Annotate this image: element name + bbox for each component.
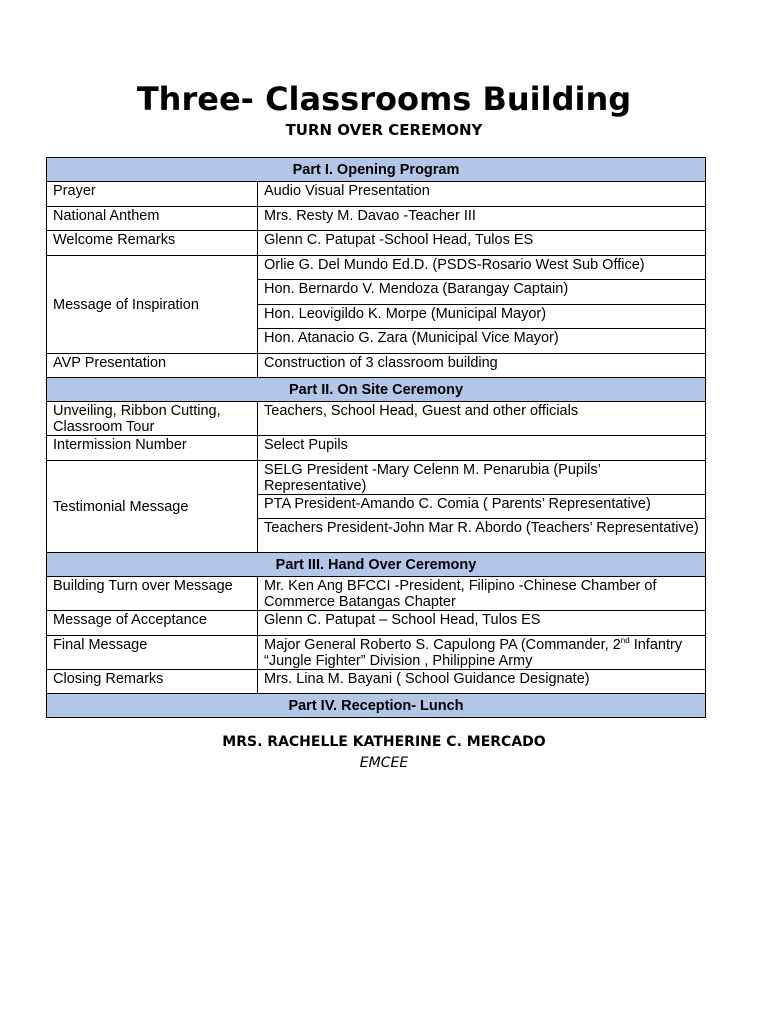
program-item: Message of Acceptance	[47, 611, 258, 636]
program-item: Unveiling, Ribbon Cutting, Classroom Tour	[47, 402, 258, 436]
table-row	[47, 255, 706, 280]
program-detail: Mrs. Resty M. Davao -Teacher III	[258, 206, 706, 231]
program-detail: Hon. Atanacio G. Zara (Municipal Vice Mayor)	[258, 329, 706, 354]
document-title: Three- Classrooms Building	[136, 80, 632, 118]
table-row	[47, 182, 706, 207]
program-item: Building Turn over Message	[47, 577, 258, 611]
program-item: AVP Presentation	[47, 353, 258, 378]
program-detail: Audio Visual Presentation	[258, 182, 706, 207]
program-item: Message of Inspiration	[47, 255, 258, 353]
table-row	[47, 231, 706, 256]
part-header-row	[47, 694, 706, 718]
table-row	[47, 206, 706, 231]
final-detail-text-cont: Infantry “Jungle Fighter” Division , Philippine Army	[264, 636, 683, 669]
table-row	[47, 635, 706, 669]
program-detail: Construction of 3 classroom building	[258, 353, 706, 378]
program-item: Closing Remarks	[47, 669, 258, 694]
program-detail: Select Pupils	[258, 436, 706, 461]
part-3-header: Part III. Hand Over Ceremony	[47, 553, 706, 577]
part-1-header: Part I. Opening Program	[47, 158, 706, 182]
program-detail: Teachers President-John Mar R. Abordo (Teachers’ Representative)	[258, 519, 706, 553]
program-item: Final Message	[47, 635, 258, 669]
program-detail: SELG President -Mary Celenn M. Penarubia (Pupils’ Representative)	[258, 460, 706, 494]
program-item: National Anthem	[47, 206, 258, 231]
table-row	[47, 402, 706, 436]
program-item: Testimonial Message	[47, 460, 258, 553]
program-item: Prayer	[47, 182, 258, 207]
table-row	[47, 611, 706, 636]
table-row	[47, 436, 706, 461]
program-item: Welcome Remarks	[47, 231, 258, 256]
ordinal-suffix: nd	[620, 635, 630, 645]
program-detail: Hon. Leovigildo K. Morpe (Municipal Mayor)	[258, 304, 706, 329]
program-table	[46, 157, 706, 718]
program-detail: Mrs. Lina M. Bayani ( School Guidance Designate)	[258, 669, 706, 694]
program-item: Intermission Number	[47, 436, 258, 461]
part-2-header: Part II. On Site Ceremony	[47, 378, 706, 402]
document-subtitle: TURN OVER CEREMONY	[285, 121, 483, 139]
emcee-name: MRS. RACHELLE KATHERINE C. MERCADO	[222, 734, 546, 750]
part-header-row	[47, 158, 706, 182]
program-detail	[258, 635, 706, 669]
emcee-role: EMCEE	[359, 755, 409, 771]
part-header-row	[47, 553, 706, 577]
part-4-header: Part IV. Reception- Lunch	[47, 694, 706, 718]
table-row	[47, 577, 706, 611]
table-row	[47, 460, 706, 494]
table-row	[47, 669, 706, 694]
program-detail: Glenn C. Patupat -School Head, Tulos ES	[258, 231, 706, 256]
table-row	[47, 353, 706, 378]
program-detail: Glenn C. Patupat – School Head, Tulos ES	[258, 611, 706, 636]
program-detail: PTA President-Amando C. Comia ( Parents’ Representative)	[258, 494, 706, 519]
program-detail: Mr. Ken Ang BFCCI -President, Filipino -Chinese Chamber of Commerce Batangas Chapter	[258, 577, 706, 611]
final-detail-text: Major General Roberto S. Capulong PA (Commander, 2	[264, 636, 621, 653]
program-detail: Teachers, School Head, Guest and other officials	[258, 402, 706, 436]
program-detail: Hon. Bernardo V. Mendoza (Barangay Captain)	[258, 280, 706, 305]
part-header-row	[47, 378, 706, 402]
program-detail: Orlie G. Del Mundo Ed.D. (PSDS-Rosario West Sub Office)	[258, 255, 706, 280]
